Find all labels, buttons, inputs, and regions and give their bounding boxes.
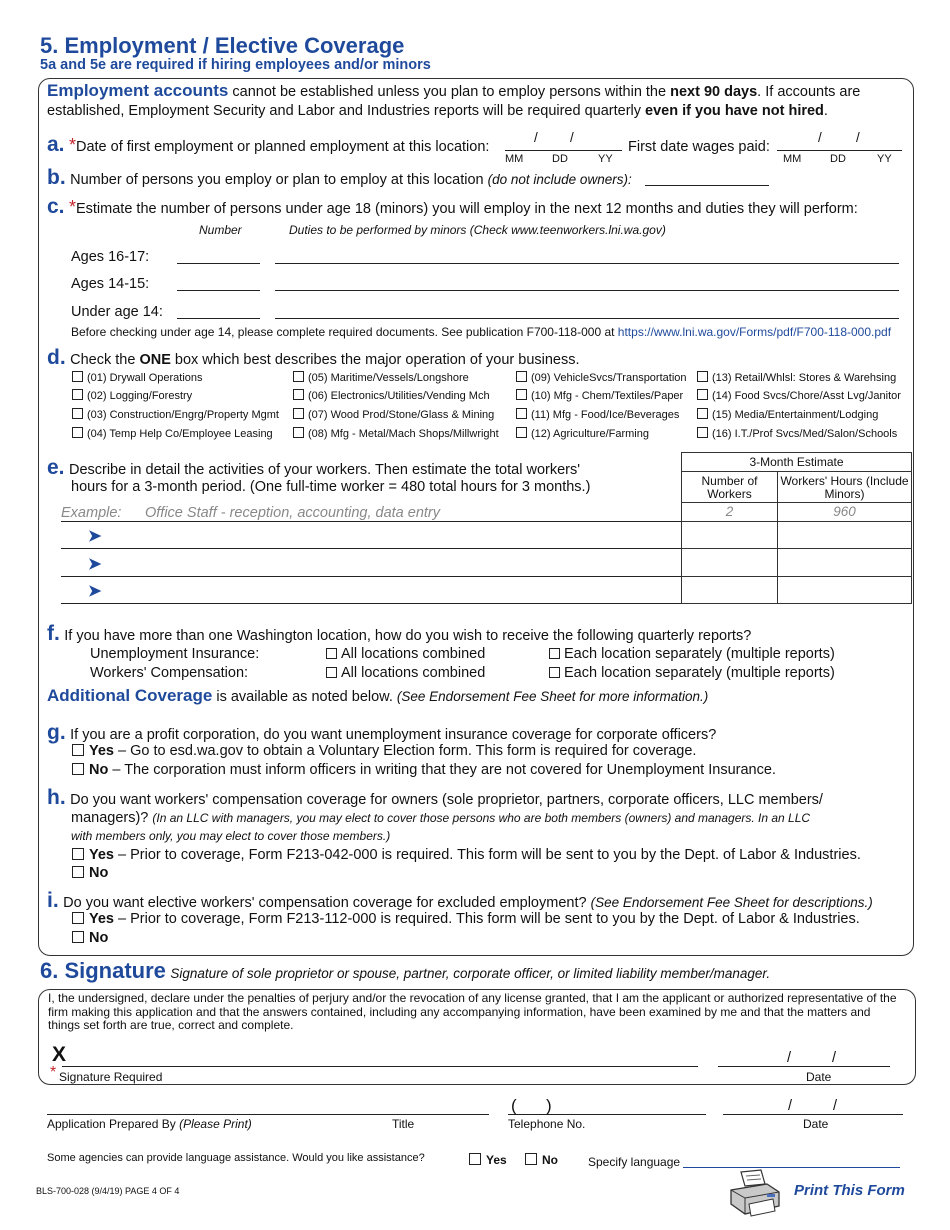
prepared-by-field[interactable] [47, 1114, 489, 1115]
declaration-text: I, the undersigned, declare under the penalties of perjury and/or the revocation of any license granted, that I am the applicant or authorized representative of the firm making this application and that the answers contained, including any accompanying information, have been examined by me and that the matters and things set forth are true, correct and complete. [48, 991, 897, 1032]
question-i-letter: i. [47, 889, 59, 912]
business-option[interactable] [516, 389, 683, 402]
prepared-date-field[interactable] [723, 1114, 903, 1115]
hours-field-3[interactable] [777, 576, 912, 604]
date-slash: / [833, 1098, 838, 1114]
hours-column-header: Workers' Hours (Include Minors) [777, 471, 912, 503]
checkbox-icon[interactable] [469, 1153, 481, 1165]
additional-coverage-lead: Additional Coverage [47, 686, 213, 705]
under-14-note-text: Before checking under age 14, please complete required documents. See publication F700-118-000 at [71, 325, 618, 339]
no-label: No [542, 1153, 558, 1167]
required-star: * [50, 1064, 57, 1081]
h-yes-option[interactable] [72, 847, 861, 863]
date-slash: / [818, 130, 822, 145]
yes-label: Yes [486, 1153, 507, 1167]
question-b-label: Number of persons you employ or plan to employ at this location [70, 172, 488, 188]
signature-field[interactable] [62, 1066, 698, 1067]
checkbox-icon[interactable] [516, 408, 527, 419]
first-employment-date-field[interactable] [505, 150, 622, 151]
under-14-duties-field[interactable] [275, 318, 899, 319]
business-option-label: (11) Mfg - Food/Ice/Beverages [531, 409, 680, 421]
mm-label: MM [505, 153, 524, 165]
yes-label: Yes [89, 743, 114, 759]
option-label: Each location separately (multiple reports) [564, 646, 835, 662]
yes-label: Yes [89, 911, 114, 927]
example-workers: 2 [681, 502, 778, 522]
business-option-label: (04) Temp Help Co/Employee Leasing [87, 428, 273, 440]
example-text: Office Staff - reception, accounting, data entry [145, 505, 440, 521]
business-option[interactable] [293, 408, 494, 421]
question-d-letter: d. [47, 346, 66, 369]
question-b [47, 166, 632, 190]
business-option-label: (01) Drywall Operations [87, 372, 203, 384]
no-label: No [89, 762, 109, 778]
printer-icon [727, 1168, 783, 1220]
question-h-label-2: managers)? [71, 810, 153, 826]
question-h-note-1: (In an LLC with managers, you may elect to cover those persons who are both members (owners) and managers. In an LLC [152, 811, 811, 825]
option-label: All locations combined [341, 646, 486, 662]
question-g-letter: g. [47, 721, 66, 744]
question-d-label-2: box which best describes the major operation of your business. [170, 352, 580, 368]
checkbox-icon[interactable] [549, 648, 560, 659]
first-wages-date-field[interactable] [777, 150, 902, 151]
dd-label: DD [830, 153, 846, 165]
yy-label: YY [877, 153, 892, 165]
business-option[interactable] [516, 371, 687, 384]
additional-coverage-text: is available as noted below. [212, 689, 397, 705]
question-i-note: (See Endorsement Fee Sheet for descriptions.) [590, 895, 873, 910]
additional-coverage-note: (See Endorsement Fee Sheet for more information.) [396, 689, 709, 704]
yes-label: Yes [89, 847, 114, 863]
section-6-subtitle: Signature of sole proprietor or spouse, partner, corporate officer, or limited liability member/manager. [170, 966, 771, 981]
question-a [47, 133, 489, 157]
arrow-icon: ➤ [88, 556, 102, 573]
under-14-note [71, 325, 891, 339]
question-g [47, 721, 716, 745]
business-option-label: (10) Mfg - Chem/Textiles/Paper [531, 390, 684, 402]
print-form-button[interactable] [727, 1168, 909, 1220]
ages-14-15-number-field[interactable] [177, 290, 260, 291]
workers-field-2[interactable] [681, 548, 778, 577]
arrow-icon: ➤ [88, 528, 102, 545]
print-form-label[interactable]: Print This Form [794, 1182, 905, 1199]
question-h-label-1: Do you want workers' compensation coverage for owners (sole proprietor, partners, corporate officers, LLC members/ [70, 792, 823, 808]
unemployment-insurance-label: Unemployment Insurance: [90, 646, 260, 662]
activity-field-2[interactable] [61, 576, 681, 577]
minors-duties-header: Duties to be performed by minors (Check www.teenworkers.lni.wa.gov) [289, 223, 666, 237]
checkbox-icon[interactable] [72, 912, 84, 924]
business-option-label: (08) Mfg - Metal/Mach Shops/Millwright [308, 428, 499, 440]
business-option[interactable] [697, 408, 878, 421]
checkbox-icon[interactable] [525, 1153, 537, 1165]
section-6-title: 6. Signature [40, 958, 166, 983]
g-no-option[interactable] [72, 762, 776, 778]
activity-field-3[interactable] [61, 603, 681, 604]
business-option[interactable] [516, 408, 679, 421]
business-option[interactable] [72, 427, 273, 440]
ages-14-15-duties-field[interactable] [275, 290, 899, 291]
employment-accounts-intro [47, 81, 907, 121]
business-option-label: (06) Electronics/Utilities/Vending Mch [308, 390, 490, 402]
checkbox-icon[interactable] [697, 371, 708, 382]
checkbox-icon[interactable] [72, 848, 84, 860]
checkbox-icon[interactable] [72, 389, 83, 400]
question-i-label: Do you want elective workers' compensation coverage for excluded employment? [63, 895, 591, 911]
business-option-label: (12) Agriculture/Farming [531, 428, 649, 440]
workers-column-header: Number of Workers [681, 471, 778, 503]
signature-required-label: Signature Required [59, 1070, 163, 1084]
hours-field-1[interactable] [777, 521, 912, 549]
section-5-subtitle: 5a and 5e are required if hiring employees and/or minors [40, 57, 431, 73]
checkbox-icon[interactable] [516, 371, 527, 382]
checkbox-icon[interactable] [293, 371, 304, 382]
business-option-label: (07) Wood Prod/Stone/Glass & Mining [308, 409, 495, 421]
checkbox-icon[interactable] [697, 408, 708, 419]
telephone-label: Telephone No. [508, 1117, 586, 1131]
g-no-text: – The corporation must inform officers in writing that they are not covered for Unemployment Insurance. [108, 762, 776, 778]
option-label: All locations combined [341, 665, 486, 681]
business-option[interactable] [516, 427, 649, 440]
minors-number-header: Number [199, 223, 242, 237]
question-d-label-1: Check the [70, 352, 140, 368]
workers-comp-label: Workers' Compensation: [90, 665, 249, 681]
date-slash: / [832, 1050, 837, 1066]
business-option[interactable] [72, 408, 279, 421]
ages-16-17-duties-field[interactable] [275, 263, 899, 264]
business-option-label: (13) Retail/Whlsl: Stores & Warehsing [712, 372, 897, 384]
required-star: * [68, 197, 76, 217]
option-label: Each location separately (multiple reports) [564, 665, 835, 681]
checkbox-icon[interactable] [697, 389, 708, 400]
business-option[interactable] [293, 427, 499, 440]
question-f-label: If you have more than one Washington location, how do you wish to receive the following quarterly reports? [64, 628, 752, 644]
signature-date-field[interactable] [718, 1066, 890, 1067]
date-slash: / [788, 1098, 793, 1114]
question-c-letter: c. [47, 195, 65, 218]
g-yes-option[interactable] [72, 743, 696, 759]
row-divider [61, 521, 681, 522]
language-no-option[interactable] [525, 1153, 558, 1167]
date-slash: / [534, 130, 538, 145]
intro-bold-2: even if you have not hired [645, 103, 824, 119]
i-yes-option[interactable] [72, 911, 860, 927]
business-option-label: (16) I.T./Prof Svcs/Med/Salon/Schools [712, 428, 898, 440]
form-id: BLS-700-028 (9/4/19) PAGE 4 OF 4 [36, 1186, 180, 1196]
checkbox-icon[interactable] [72, 763, 84, 775]
question-h-note-2: with members only, you may elect to cover those members.) [71, 829, 391, 843]
checkbox-icon[interactable] [293, 389, 304, 400]
intro-text-3: . [823, 103, 828, 119]
example-label: Example: [61, 505, 122, 521]
ages-14-15-label: Ages 14-15: [71, 276, 150, 292]
publication-link[interactable]: https://www.lni.wa.gov/Forms/pdf/F700-118-000.pdf [617, 325, 892, 339]
question-h-letter: h. [47, 786, 66, 809]
h-no-option[interactable] [72, 865, 108, 881]
question-e-label-1: Describe in detail the activities of your workers. Then estimate the total workers' [68, 462, 580, 478]
title-label: Title [392, 1117, 415, 1131]
yy-label: YY [598, 153, 613, 165]
checkbox-icon[interactable] [516, 389, 527, 400]
no-label: No [89, 865, 109, 881]
ui-separate-option[interactable] [549, 646, 835, 662]
prepared-date-label: Date [803, 1117, 829, 1131]
checkbox-icon[interactable] [72, 427, 83, 438]
business-option-label: (03) Construction/Engrg/Property Mgmt [87, 409, 279, 421]
paren-close: ) [546, 1096, 552, 1115]
question-e-letter: e. [47, 456, 65, 479]
checkbox-icon[interactable] [72, 408, 83, 419]
signature-date-label: Date [806, 1070, 832, 1084]
date-slash: / [570, 130, 574, 145]
checkbox-icon[interactable] [293, 427, 304, 438]
mm-label: MM [783, 153, 802, 165]
business-option[interactable] [697, 389, 901, 402]
first-wages-label: First date wages paid: [628, 139, 770, 155]
business-option[interactable] [697, 371, 896, 384]
prepared-by-text: Application Prepared By [47, 1117, 180, 1131]
question-d-label-bold: ONE [139, 352, 171, 368]
additional-coverage [47, 686, 708, 706]
wc-separate-option[interactable] [549, 665, 835, 681]
checkbox-icon[interactable] [516, 427, 527, 438]
question-c [47, 195, 858, 219]
question-b-note: (do not include owners): [487, 172, 632, 187]
business-option[interactable] [293, 389, 490, 402]
question-c-label: Estimate the number of persons under age 18 (minors) you will employ in the next 12 months and duties they will perform: [75, 201, 858, 217]
checkbox-icon[interactable] [293, 408, 304, 419]
checkbox-icon[interactable] [72, 371, 83, 382]
checkbox-icon[interactable] [72, 744, 84, 756]
workers-field-1[interactable] [681, 521, 778, 549]
question-g-label: If you are a profit corporation, do you want unemployment insurance coverage for corporate officers? [70, 727, 717, 743]
specify-language-label: Specify language [588, 1155, 681, 1169]
question-f-letter: f. [47, 622, 60, 645]
signature-x-mark: X [52, 1043, 67, 1066]
dd-label: DD [552, 153, 568, 165]
hours-field-2[interactable] [777, 548, 912, 577]
business-option-label: (15) Media/Entertainment/Lodging [712, 409, 879, 421]
no-label: No [89, 930, 109, 946]
question-h-line-2 [71, 809, 810, 827]
telephone-field[interactable] [508, 1114, 706, 1115]
language-assistance-question: Some agencies can provide language assistance. Would you like assistance? [47, 1152, 425, 1164]
wc-combined-option[interactable] [326, 665, 485, 681]
date-slash: / [856, 130, 860, 145]
question-h [47, 786, 823, 810]
question-e-label-2: hours for a 3-month period. (One full-time worker = 480 total hours for 3 months.) [71, 479, 591, 495]
paren-open: ( [511, 1096, 517, 1115]
business-option-label: (09) VehicleSvcs/Transportation [531, 372, 687, 384]
estimate-header: 3-Month Estimate [681, 452, 912, 472]
ui-combined-option[interactable] [326, 646, 485, 662]
intro-bold-1: next 90 days [670, 84, 758, 100]
business-option[interactable] [72, 371, 203, 384]
section-6-header [40, 958, 770, 984]
ages-16-17-label: Ages 16-17: [71, 249, 150, 265]
question-f [47, 622, 751, 646]
section-5-title: 5. Employment / Elective Coverage [40, 33, 405, 58]
language-yes-option[interactable] [469, 1153, 507, 1167]
number-of-employees-field[interactable] [645, 185, 769, 186]
question-b-letter: b. [47, 166, 66, 189]
example-hours: 960 [777, 502, 912, 522]
question-e [47, 456, 580, 480]
prepared-by-note: (Please Print) [179, 1117, 252, 1131]
checkbox-icon[interactable] [72, 866, 84, 878]
checkbox-icon[interactable] [697, 427, 708, 438]
h-yes-text: – Prior to coverage, Form F213-042-000 is required. This form will be sent to you by the Dept. of Labor & Industries. [114, 847, 861, 863]
question-a-label: Date of first employment or planned employment at this location: [75, 139, 490, 155]
question-a-letter: a. [47, 133, 65, 156]
business-option-label: (02) Logging/Forestry [87, 390, 193, 402]
question-d [47, 346, 580, 370]
i-no-option[interactable] [72, 930, 108, 946]
intro-text-2: . If accounts are established, Employment Security and Labor and Industries reports will be required quarterly [47, 84, 861, 119]
i-yes-text: – Prior to coverage, Form F213-112-000 is required. This form will be sent to you by the Dept. of Labor & Industries. [114, 911, 860, 927]
business-option-label: (05) Maritime/Vessels/Longshore [308, 372, 469, 384]
question-i [47, 889, 873, 913]
workers-field-3[interactable] [681, 576, 778, 604]
intro-text-1: cannot be established unless you plan to employ persons within the [228, 84, 671, 100]
ages-16-17-number-field[interactable] [177, 263, 260, 264]
business-option[interactable] [72, 389, 192, 402]
business-option-label: (14) Food Svcs/Chore/Asst Lvg/Janitor [712, 390, 901, 402]
checkbox-icon[interactable] [326, 667, 337, 678]
g-yes-text: – Go to esd.wa.gov to obtain a Voluntary Election form. This form is required for coverage. [114, 743, 697, 759]
under-14-number-field[interactable] [177, 318, 260, 319]
employment-accounts-lead: Employment accounts [47, 81, 229, 100]
prepared-by-label [47, 1117, 252, 1131]
checkbox-icon[interactable] [326, 648, 337, 659]
under-14-label: Under age 14: [71, 304, 163, 320]
checkbox-icon[interactable] [549, 667, 560, 678]
date-slash: / [787, 1050, 792, 1066]
arrow-icon: ➤ [88, 583, 102, 600]
business-option[interactable] [293, 371, 469, 384]
business-option[interactable] [697, 427, 897, 440]
checkbox-icon[interactable] [72, 931, 84, 943]
required-star: * [68, 135, 76, 155]
activity-field-1[interactable] [61, 548, 681, 549]
